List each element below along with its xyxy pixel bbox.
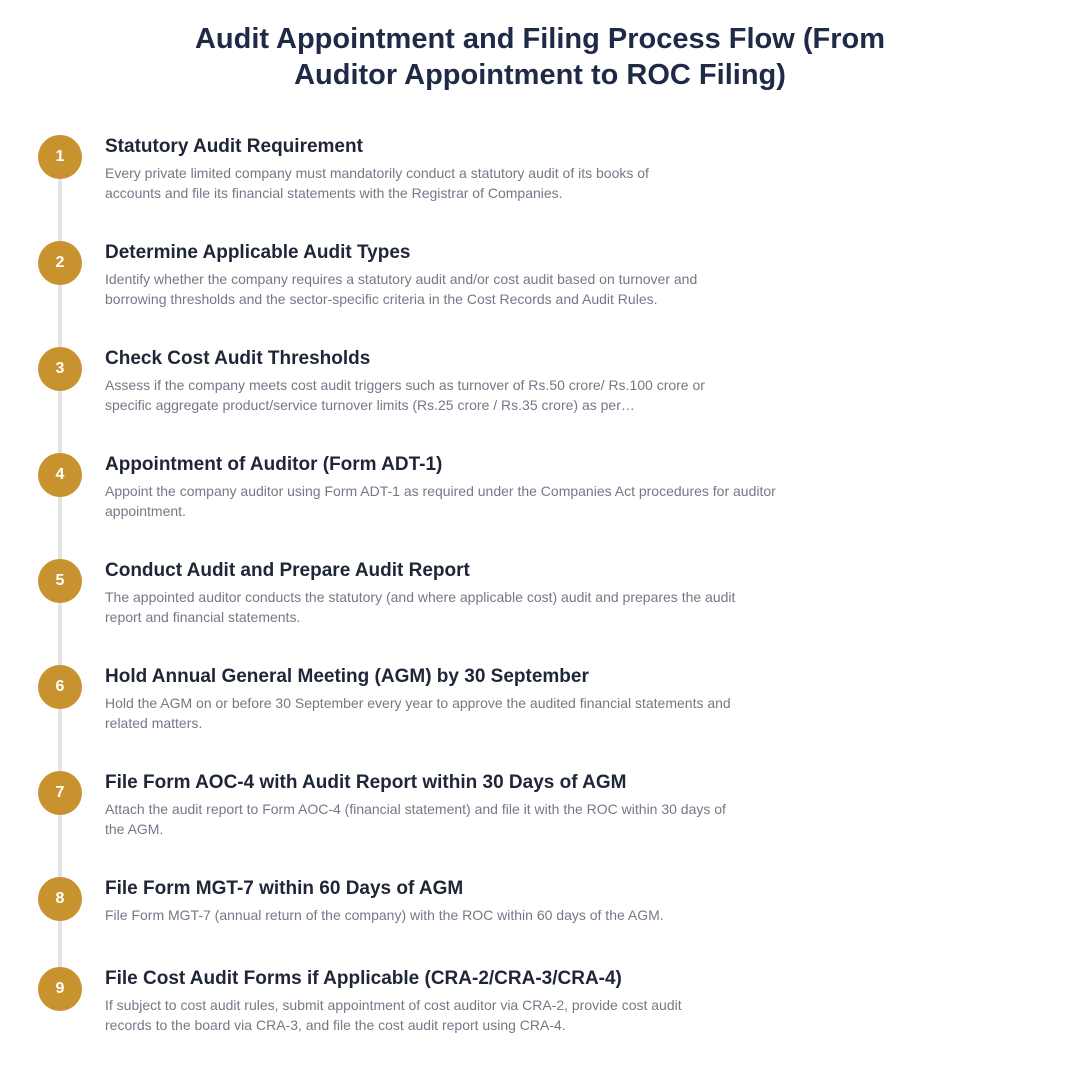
step-number-badge: 4 <box>38 453 82 497</box>
step-number-badge: 7 <box>38 771 82 815</box>
step-number-badge: 2 <box>38 241 82 285</box>
step-description: Identify whether the company requires a statutory audit and/or cost audit based on turnover and borrowing thresholds and the sector-specific criteria in the Cost Records and Audit Rules. <box>105 271 698 307</box>
step-number-badge: 8 <box>38 877 82 921</box>
step-number-badge: 9 <box>38 967 82 1011</box>
step-description: The appointed auditor conducts the statutory (and where applicable cost) audit and prepares the audit report and financial statements. <box>105 589 736 625</box>
step-description: File Form MGT-7 (annual return of the company) with the ROC within 60 days of the AGM. <box>105 907 664 923</box>
step-title: Determine Applicable Audit Types <box>105 242 411 263</box>
step-title: File Form MGT-7 within 60 Days of AGM <box>105 878 464 899</box>
process-step <box>0 347 1080 447</box>
process-step <box>0 877 1080 957</box>
step-description: Assess if the company meets cost audit triggers such as turnover of Rs.50 crore/ Rs.100 crore or specific aggregate product/service turnover limits (Rs.25 crore / Rs.35 crore) as per… <box>105 377 705 413</box>
step-title: Conduct Audit and Prepare Audit Report <box>105 560 470 581</box>
process-step <box>0 135 1080 235</box>
step-description: Hold the AGM on or before 30 September every year to approve the audited financial statements and related matters. <box>105 695 731 731</box>
process-step <box>0 665 1080 765</box>
step-description: Every private limited company must mandatorily conduct a statutory audit of its books of accounts and file its financial statements with the Registrar of Companies. <box>105 165 649 201</box>
step-title: Appointment of Auditor (Form ADT-1) <box>105 454 443 475</box>
step-number-badge: 3 <box>38 347 82 391</box>
process-step <box>0 771 1080 871</box>
step-description: Attach the audit report to Form AOC-4 (financial statement) and file it with the ROC within 30 days of the AGM. <box>105 801 726 837</box>
step-number-badge: 1 <box>38 135 82 179</box>
step-title: Hold Annual General Meeting (AGM) by 30 September <box>105 666 589 687</box>
process-step <box>0 967 1080 1067</box>
process-step <box>0 559 1080 659</box>
step-description: Appoint the company auditor using Form ADT-1 as required under the Companies Act procedures for auditor appointment. <box>105 483 776 519</box>
process-step <box>0 241 1080 341</box>
step-number-badge: 5 <box>38 559 82 603</box>
step-description: If subject to cost audit rules, submit appointment of cost auditor via CRA-2, provide cost audit records to the board via CRA-3, and file the cost audit report using CRA-4. <box>105 997 682 1033</box>
page-title: Audit Appointment and Filing Process Flow (From Auditor Appointment to ROC Filing) <box>194 23 886 91</box>
step-title: File Form AOC-4 with Audit Report within 30 Days of AGM <box>105 772 627 793</box>
step-title: Statutory Audit Requirement <box>105 136 363 157</box>
step-title: File Cost Audit Forms if Applicable (CRA-2/CRA-3/CRA-4) <box>105 968 622 989</box>
process-step <box>0 453 1080 553</box>
step-title: Check Cost Audit Thresholds <box>105 348 371 369</box>
step-number-badge: 6 <box>38 665 82 709</box>
